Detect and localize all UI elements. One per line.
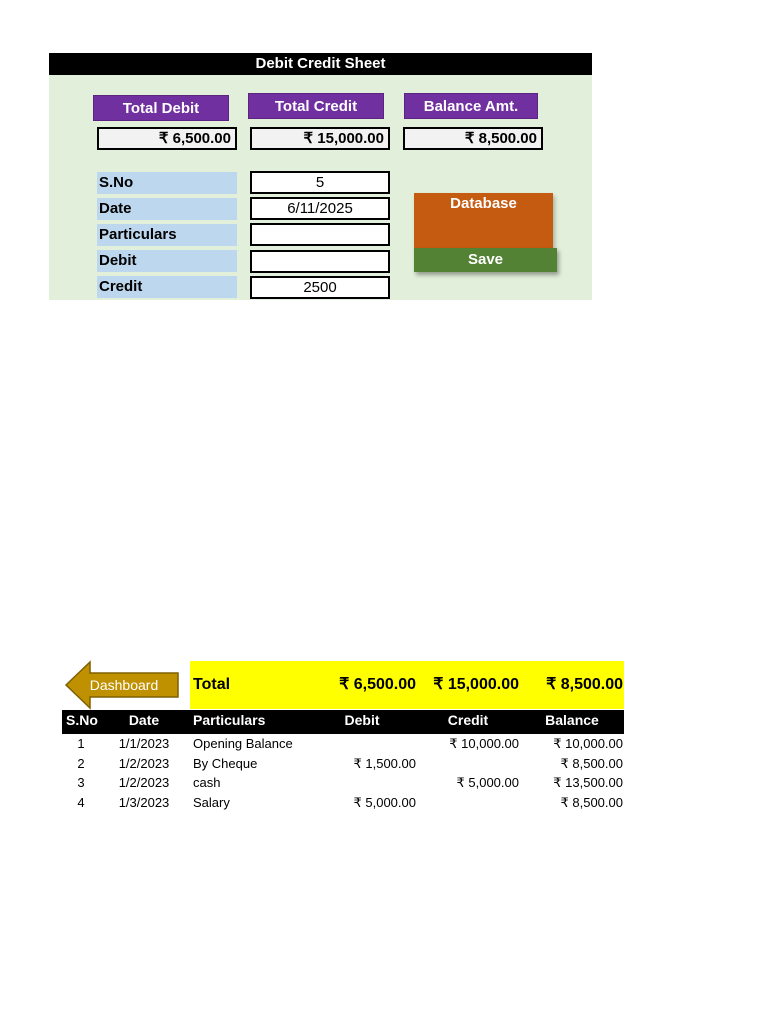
sheet-title: Debit Credit Sheet bbox=[49, 53, 592, 75]
cell-credit: ₹ 10,000.00 bbox=[449, 736, 519, 751]
total-credit-label: Total Credit bbox=[248, 93, 384, 119]
particulars-field[interactable] bbox=[250, 223, 390, 246]
cell-balance: ₹ 10,000.00 bbox=[553, 736, 623, 751]
header-balance: Balance bbox=[545, 712, 599, 728]
date-field[interactable]: 6/11/2025 bbox=[250, 197, 390, 220]
table-row[interactable] bbox=[62, 793, 624, 813]
sno-label: S.No bbox=[97, 172, 237, 194]
total-debit-label: Total Debit bbox=[93, 95, 229, 121]
total-debit: ₹ 6,500.00 bbox=[339, 676, 416, 693]
debit-field[interactable] bbox=[250, 250, 390, 273]
credit-label: Credit bbox=[97, 276, 237, 298]
particulars-label: Particulars bbox=[97, 224, 237, 246]
cell-date: 1/2/2023 bbox=[118, 756, 170, 771]
cell-credit bbox=[419, 793, 519, 813]
credit-field[interactable]: 2500 bbox=[250, 276, 390, 299]
header-credit: Credit bbox=[447, 712, 489, 728]
header-particulars: Particulars bbox=[193, 712, 266, 728]
cell-sno: 3 bbox=[77, 775, 85, 790]
cell-particulars: By Cheque bbox=[193, 756, 258, 771]
table-row[interactable] bbox=[62, 773, 624, 793]
header-date: Date bbox=[128, 712, 160, 728]
table-row[interactable] bbox=[62, 754, 624, 774]
total-debit-value[interactable]: ₹ 6,500.00 bbox=[97, 127, 237, 150]
total-credit: ₹ 15,000.00 bbox=[433, 676, 519, 693]
cell-debit: ₹ 1,500.00 bbox=[353, 756, 416, 771]
sno-field[interactable]: 5 bbox=[250, 171, 390, 194]
cell-sno: 2 bbox=[77, 756, 85, 771]
cell-date: 1/1/2023 bbox=[118, 736, 170, 751]
save-button[interactable]: Save bbox=[414, 248, 557, 272]
header-sno: S.No bbox=[66, 712, 98, 728]
cell-particulars: cash bbox=[193, 775, 221, 790]
cell-particulars: Opening Balance bbox=[193, 736, 293, 751]
dashboard-button-label: Dashboard bbox=[89, 677, 159, 693]
table-row[interactable] bbox=[62, 734, 624, 754]
total-credit-value[interactable]: ₹ 15,000.00 bbox=[250, 127, 390, 150]
balance-amt-label: Balance Amt. bbox=[404, 93, 538, 119]
dashboard-button[interactable] bbox=[64, 660, 181, 710]
header-debit: Debit bbox=[344, 712, 380, 728]
cell-debit bbox=[316, 773, 416, 793]
cell-date: 1/2/2023 bbox=[118, 775, 170, 790]
date-label: Date bbox=[97, 198, 237, 220]
cell-balance: ₹ 8,500.00 bbox=[560, 756, 623, 771]
cell-date: 1/3/2023 bbox=[118, 795, 170, 810]
cell-debit: ₹ 5,000.00 bbox=[353, 795, 416, 810]
cell-debit bbox=[316, 734, 416, 754]
cell-credit: ₹ 5,000.00 bbox=[456, 775, 519, 790]
cell-particulars: Salary bbox=[193, 795, 230, 810]
balance-amt-value[interactable]: ₹ 8,500.00 bbox=[403, 127, 543, 150]
debit-label: Debit bbox=[97, 250, 237, 272]
cell-sno: 1 bbox=[77, 736, 85, 751]
cell-balance: ₹ 13,500.00 bbox=[553, 775, 623, 790]
cell-balance: ₹ 8,500.00 bbox=[560, 795, 623, 810]
total-balance: ₹ 8,500.00 bbox=[546, 676, 623, 693]
database-button[interactable]: Database bbox=[414, 193, 553, 250]
cell-credit bbox=[419, 754, 519, 774]
total-label: Total bbox=[193, 676, 231, 693]
cell-sno: 4 bbox=[77, 795, 85, 810]
